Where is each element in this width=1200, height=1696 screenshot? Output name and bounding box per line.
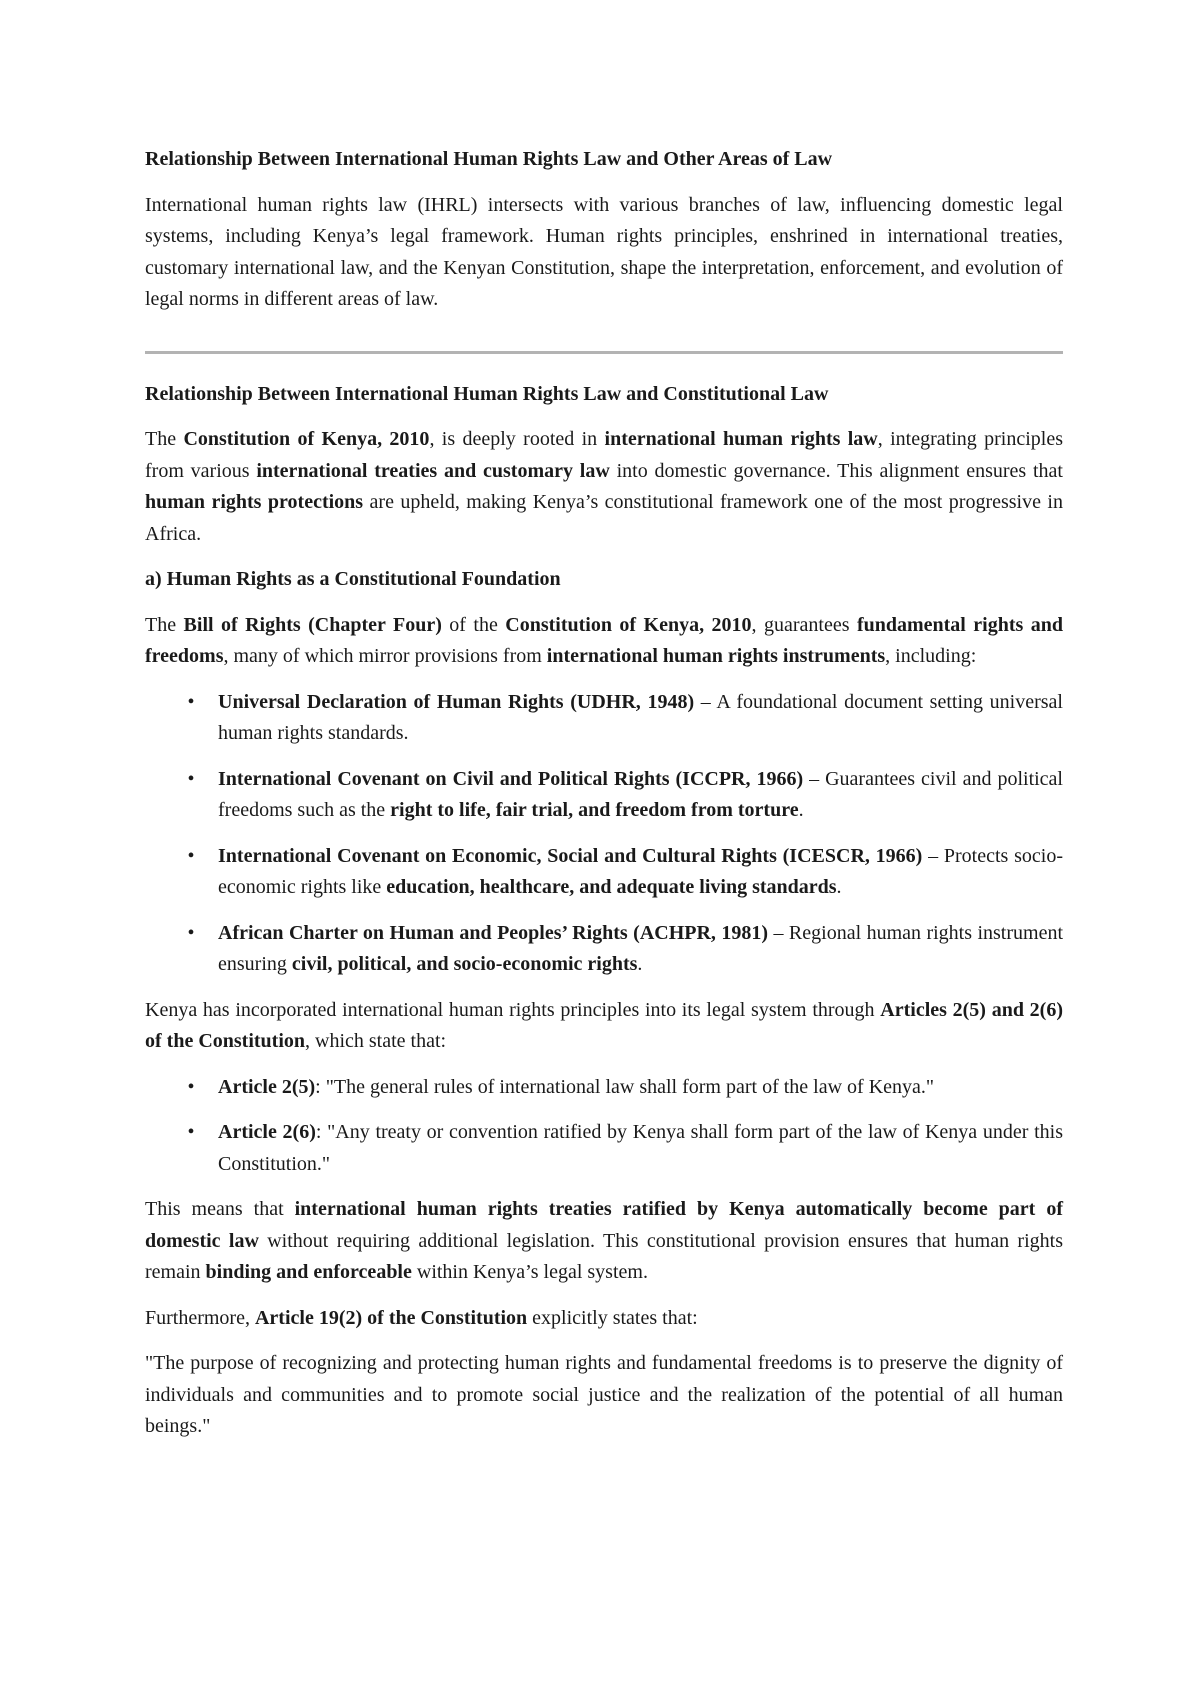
list-item: • Article 2(5): "The general rules of international law shall form part of the law of Kenya."	[145, 1072, 1063, 1104]
intro-paragraph: International human rights law (IHRL) intersects with various branches of law, influencing domestic legal systems, including Kenya’s legal framework. Human rights principles, enshrined in international treaties, customary international law, and the Kenyan Constitution, shape the interpretation, enforcement, and evolution of legal norms in different areas of law.	[145, 193, 1063, 310]
list-item: • African Charter on Human and Peoples’ Rights (ACHPR, 1981) – Regional human rights instrument ensuring civil, political, and socio-economic rights.	[145, 918, 1063, 981]
bullet-icon: •	[187, 690, 195, 713]
horizontal-divider	[145, 351, 1063, 354]
section-heading-constitutional-law: Relationship Between International Human Rights Law and Constitutional Law	[145, 382, 829, 405]
bullet-icon: •	[187, 844, 195, 867]
article-19-paragraph: Furthermore, Article 19(2) of the Constitution explicitly states that:	[145, 1306, 698, 1329]
section-heading-other-areas: Relationship Between International Human Rights Law and Other Areas of Law	[145, 148, 833, 170]
bullet-icon: •	[187, 1121, 195, 1143]
document-page	[145, 144, 1063, 1443]
article-19-quote: "The purpose of recognizing and protecting human rights and fundamental freedoms is to preserve the dignity of individuals and communities and to promote social justice and the realization of the potential of all human beings."	[145, 1352, 1063, 1437]
bill-of-rights-paragraph: The Bill of Rights (Chapter Four) of the Constitution of Kenya, 2010, guarantees fundamental rights and freedoms, many of which mirror provisions from international human rights instruments, including:	[145, 613, 1064, 667]
domestic-law-paragraph: This means that international human rights treaties ratified by Kenya automatically become part of domestic law without requiring additional legislation. This constitutional provision ensures that human rights remain binding and enforceable within Kenya’s legal system.	[145, 1198, 1064, 1283]
constitution-paragraph: The Constitution of Kenya, 2010, is deeply rooted in international human rights law, integrating principles from various international treaties and customary law into domestic governance. This alignment ensures that human rights protections are upheld, making Kenya’s constitutional framework one of the most progressive in Africa.	[145, 428, 1063, 545]
list-item: • International Covenant on Economic, Social and Cultural Rights (ICESCR, 1966) – Protects socio-economic rights like education, healthcare, and adequate living standards.	[145, 841, 1063, 904]
list-item: • Article 2(6): "Any treaty or convention ratified by Kenya shall form part of the law of Kenya under this Constitution."	[145, 1117, 1063, 1180]
bullet-icon: •	[187, 1075, 195, 1098]
subheading-constitutional-foundation: a) Human Rights as a Constitutional Foundation	[145, 568, 561, 590]
bullet-icon: •	[187, 767, 195, 790]
bullet-icon: •	[187, 921, 195, 944]
incorporation-paragraph: Kenya has incorporated international human rights principles into its legal system through Articles 2(5) and 2(6) of the Constitution, which state that:	[145, 998, 1063, 1052]
list-item: • International Covenant on Civil and Political Rights (ICCPR, 1966) – Guarantees civil and political freedoms such as the right to life, fair trial, and freedom from torture.	[145, 764, 1063, 827]
list-item: • Universal Declaration of Human Rights (UDHR, 1948) – A foundational document setting universal human rights standards.	[145, 687, 1063, 750]
instruments-list	[145, 687, 1063, 981]
articles-list	[145, 1072, 1063, 1181]
